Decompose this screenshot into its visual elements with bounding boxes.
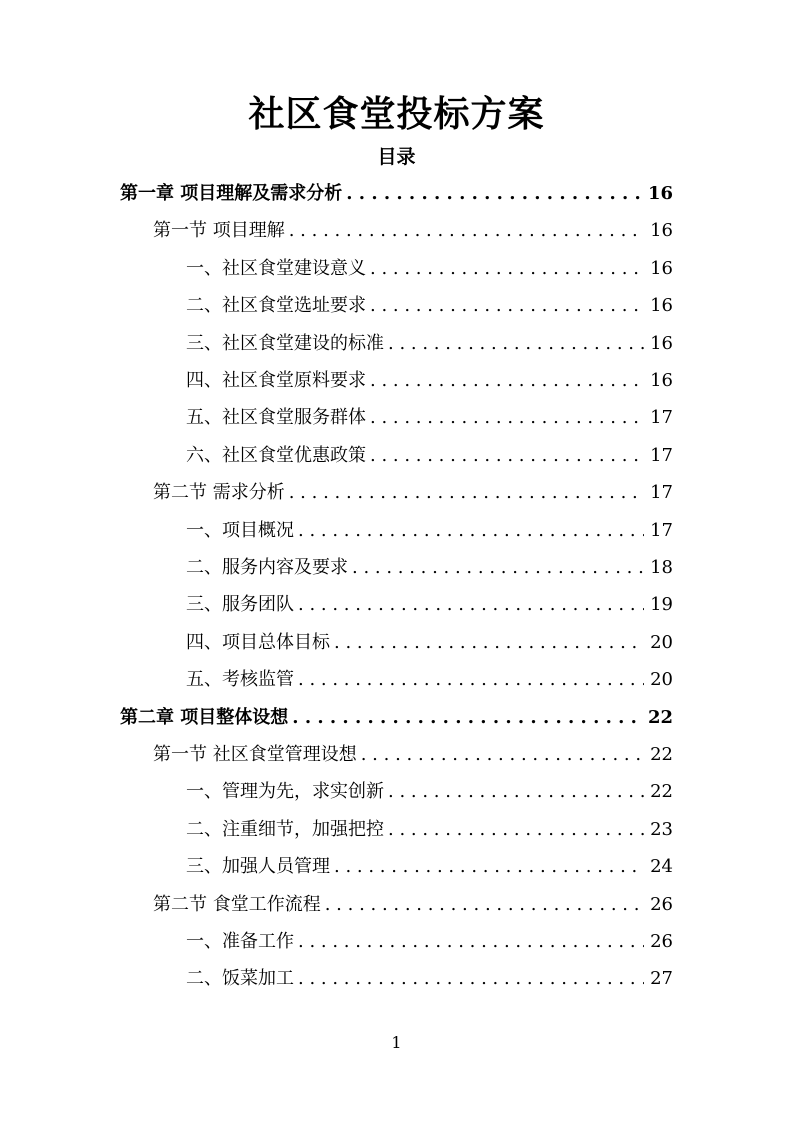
toc-dot-leader	[370, 369, 644, 393]
toc-entry-page: 22	[650, 744, 673, 765]
toc-entry-page: 20	[650, 669, 673, 691]
toc-dot-leader	[334, 631, 644, 655]
toc-entry-item[interactable]	[186, 774, 673, 804]
toc-dot-leader	[370, 406, 644, 430]
toc-entry-item[interactable]	[186, 849, 673, 879]
toc-entry-item[interactable]	[186, 812, 673, 842]
toc-entry-page: 17	[650, 482, 673, 504]
toc-entry-page: 17	[650, 407, 673, 429]
page-number: 1	[391, 1033, 402, 1052]
toc-entry-title: 三、服务团队	[186, 594, 294, 616]
toc-dot-leader	[298, 930, 644, 954]
toc-entry-item[interactable]	[186, 587, 673, 617]
toc-entry-title: 五、考核监管	[186, 669, 294, 691]
toc-entry-page: 17	[650, 519, 673, 541]
toc-dot-leader	[298, 519, 644, 543]
toc-entry-item[interactable]	[186, 961, 673, 991]
toc-entry-item[interactable]	[186, 288, 673, 318]
toc-entry-title: 二、注重细节，加强把控	[186, 818, 384, 840]
toc-dot-leader	[388, 818, 644, 842]
toc-dot-leader	[325, 893, 644, 917]
toc-dot-leader	[292, 706, 642, 730]
toc-entry-item[interactable]	[186, 924, 673, 954]
toc-entry-item[interactable]	[186, 326, 673, 356]
toc-entry-title: 一、社区食堂建设意义	[186, 257, 366, 279]
toc-entry-page: 16	[650, 332, 673, 354]
toc-heading: 目录	[377, 146, 416, 168]
toc-entry-title: 第二节 食堂工作流程	[153, 893, 321, 915]
toc-entry-page: 20	[650, 631, 673, 653]
toc-entry-title: 第二节 需求分析	[153, 482, 285, 504]
toc-entry-item[interactable]	[186, 251, 673, 281]
toc-entry-page: 23	[650, 818, 673, 840]
toc-entry-title: 第一节 社区食堂管理设想	[153, 744, 357, 765]
toc-entry-page: 26	[650, 931, 673, 952]
toc-entry-section[interactable]	[153, 475, 673, 505]
toc-dot-leader	[370, 444, 644, 468]
toc-entry-page: 19	[650, 594, 673, 616]
toc-dot-leader	[352, 556, 644, 580]
toc-entry-title: 二、饭菜加工	[186, 968, 294, 990]
toc-entry-item[interactable]	[186, 625, 673, 655]
toc-dot-leader	[334, 855, 644, 879]
toc-entry-title: 第一章 项目理解及需求分析	[120, 183, 343, 204]
toc-dot-leader	[361, 743, 644, 767]
toc-dot-leader	[298, 668, 644, 692]
toc-entry-page: 18	[650, 557, 673, 578]
document-title: 社区食堂投标方案	[248, 93, 545, 135]
toc-entry-page: 16	[650, 370, 673, 391]
toc-dot-leader	[289, 481, 644, 505]
toc-dot-leader	[298, 593, 644, 617]
toc-entry-section[interactable]	[153, 887, 673, 917]
toc-entry-page: 16	[650, 295, 673, 317]
toc-entry-title: 三、社区食堂建设的标准	[186, 332, 384, 354]
toc-entry-page: 27	[650, 968, 673, 990]
toc-dot-leader	[298, 967, 644, 991]
toc-entry-title: 五、社区食堂服务群体	[186, 407, 366, 429]
toc-entry-section[interactable]	[153, 213, 673, 243]
toc-entry-chapter[interactable]	[120, 700, 673, 730]
toc-dot-leader	[388, 332, 644, 356]
toc-entry-title: 二、社区食堂选址要求	[186, 295, 366, 317]
toc-entry-item[interactable]	[186, 550, 673, 580]
toc-entry-title: 第一节 项目理解	[153, 220, 285, 242]
toc-dot-leader	[370, 257, 644, 281]
toc-entry-title: 四、社区食堂原料要求	[186, 370, 366, 391]
toc-entry-page: 26	[650, 893, 673, 915]
toc-entry-page: 24	[650, 856, 673, 878]
toc-entry-page: 16	[650, 257, 673, 279]
toc-entry-title: 一、管理为先，求实创新	[186, 781, 384, 803]
toc-entry-title: 一、项目概况	[186, 519, 294, 541]
toc-entry-item[interactable]	[186, 662, 673, 692]
toc-entry-page: 17	[650, 444, 673, 466]
toc-entry-item[interactable]	[186, 363, 673, 393]
toc-entry-title: 第二章 项目整体设想	[120, 706, 289, 728]
toc-dot-leader	[388, 780, 644, 804]
toc-entry-title: 四、项目总体目标	[186, 631, 330, 653]
toc-dot-leader	[346, 182, 642, 206]
toc-entry-title: 三、加强人员管理	[186, 856, 330, 878]
toc-entry-item[interactable]	[186, 513, 673, 543]
toc-dot-leader	[370, 294, 644, 318]
toc-entry-page: 16	[650, 220, 673, 242]
toc-dot-leader	[289, 219, 644, 243]
toc-entry-title: 二、服务内容及要求	[186, 557, 348, 578]
toc-entry-page: 16	[647, 183, 673, 204]
toc-entry-title: 六、社区食堂优惠政策	[186, 444, 366, 466]
toc-entry-item[interactable]	[186, 438, 673, 468]
toc-entry-page: 22	[647, 706, 673, 728]
toc-entry-page: 22	[650, 781, 673, 803]
toc-entry-title: 一、准备工作	[186, 931, 294, 952]
toc-entry-item[interactable]	[186, 400, 673, 430]
toc-entry-section[interactable]	[153, 737, 673, 767]
toc-entry-chapter[interactable]	[120, 176, 673, 206]
